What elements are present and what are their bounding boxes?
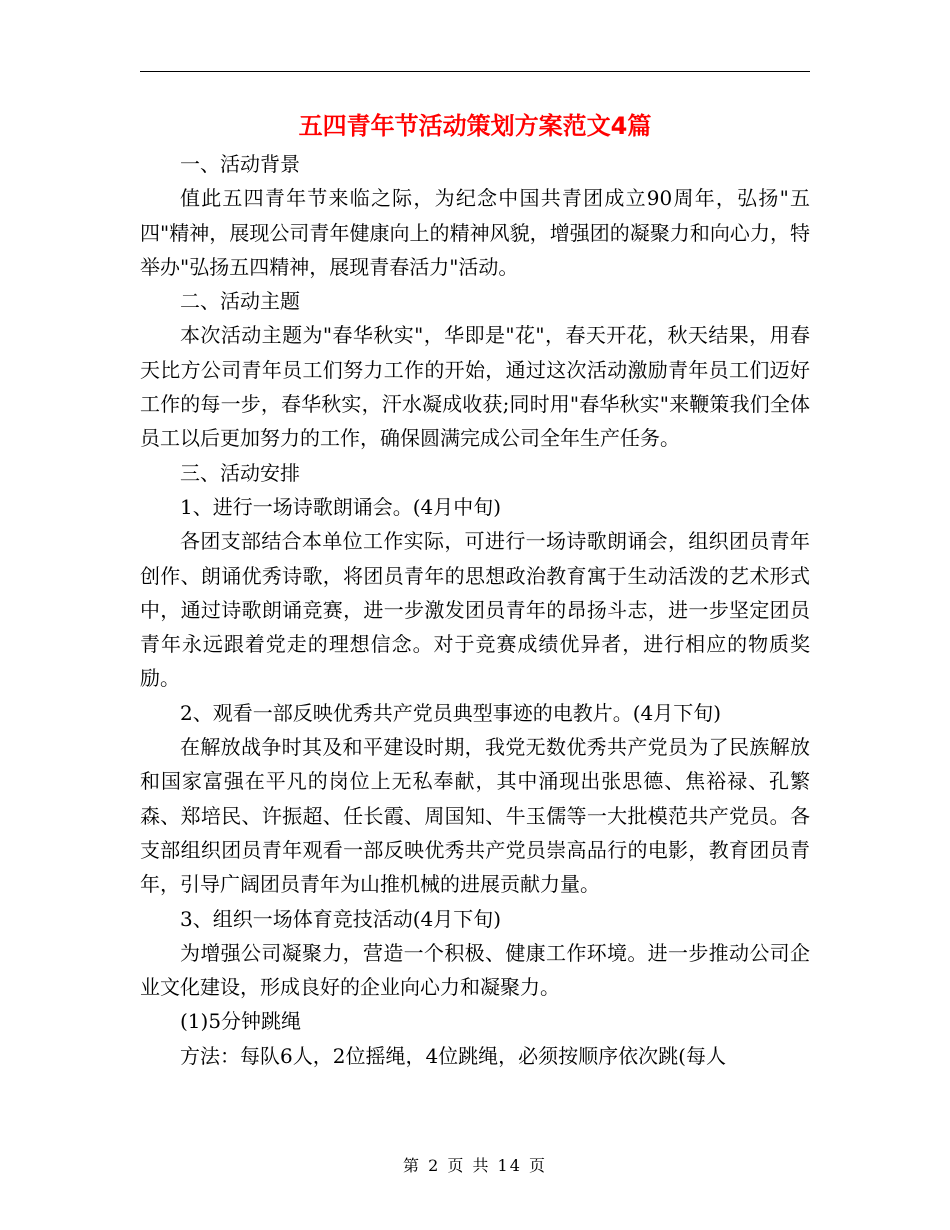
paragraph-film-viewing: 在解放战争时其及和平建设时期，我党无数优秀共产党员为了民族解放和国家富强在平凡的岗位上无私奉献，其中涌现出张思德、焦裕禄、孔繁森、郑培民、许振超、任长霞、周国知、牛玉儒等一大批模范共产党员。各支部组织团员青年观看一部反映优秀共产党员崇高品行的电影，教育团员青年，引导广阔团员青年为山推机械的进展贡献力量。 xyxy=(140,735,810,897)
section-heading-arrangement: 三、活动安排 xyxy=(180,460,300,485)
paragraph-poetry-reading: 各团支部结合本单位工作实际，可进行一场诗歌朗诵会，组织团员青年创作、朗诵优秀诗歌，将团员青年的思想政治教育寓于生动活泼的艺术形式中，通过诗歌朗诵竞赛，进一步激发团员青年的昂扬斗志，进一步坚定团员青年永远跟着党走的理想信念。对于竞赛成绩优异者，进行相应的物质奖励。 xyxy=(140,529,810,691)
paragraph-background: 值此五四青年节来临之际，为纪念中国共青团成立90周年，弘扬"五四"精神，展现公司青年健康向上的精神风貌，增强团的凝聚力和向心力，特举办"弘扬五四精神，展现青春活力"活动。 xyxy=(140,186,810,279)
subheading-rope-skipping: (1)5分钟跳绳 xyxy=(180,1009,302,1034)
subheading-film-viewing: 2、观看一部反映优秀共产党员典型事迹的电教片。(4月下旬) xyxy=(180,700,722,725)
paragraph-sports-activity: 为增强公司凝聚力，营造一个积极、健康工作环境。进一步推动公司企业文化建设，形成良好的企业向心力和凝聚力。 xyxy=(140,940,810,1000)
header-rule xyxy=(140,71,810,72)
section-heading-background: 一、活动背景 xyxy=(180,152,300,176)
paragraph-rope-skipping-method: 方法：每队6人，2位摇绳，4位跳绳，必须按顺序依次跳(每人 xyxy=(180,1043,726,1068)
document-title: 五四青年节活动策划方案范文4篇 xyxy=(298,112,652,140)
page-number: 第 2 页 共 14 页 xyxy=(403,1156,547,1175)
paragraph-theme: 本次活动主题为"春华秋实"，华即是"花"，春天开花，秋天结果，用春天比方公司青年员工们努力工作的开始，通过这次活动激励青年员工们迈好工作的每一步，春华秋实，汗水凝成收获;同时用"春华秋实"来鞭策我们全体员工以后更加努力的工作，确保圆满完成公司全年生产任务。 xyxy=(140,323,810,451)
document-body xyxy=(140,147,810,1073)
subheading-poetry-reading: 1、进行一场诗歌朗诵会。(4月中旬) xyxy=(180,494,502,519)
subheading-sports-activity: 3、组织一场体育竞技活动(4月下旬) xyxy=(180,906,502,931)
section-heading-theme: 二、活动主题 xyxy=(180,289,300,314)
